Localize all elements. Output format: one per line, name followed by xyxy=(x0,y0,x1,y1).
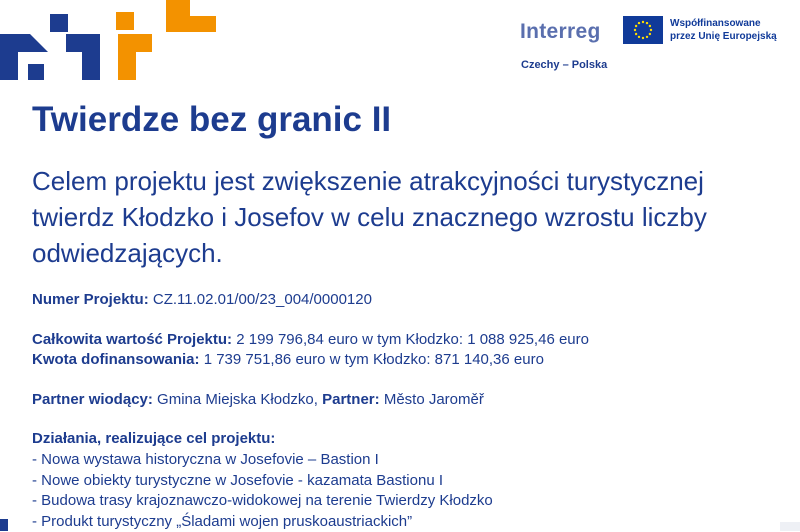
project-number-line xyxy=(32,291,372,308)
activities-list xyxy=(32,450,493,532)
funding-line xyxy=(32,351,544,368)
activities-heading: Działania, realizujące cel projektu: xyxy=(32,430,275,447)
logo-square-orange-top xyxy=(116,12,134,30)
page-title: Twierdze bez granic II xyxy=(32,100,391,140)
partners-line xyxy=(32,391,484,408)
eu-cofinancing-text xyxy=(670,17,777,43)
funding-label: Kwota dofinansowania: xyxy=(32,351,200,368)
interreg-wordmark: Interreg xyxy=(520,20,601,44)
activity-item: - Nowe obiekty turystyczne w Josefovie - kazamata Bastionu I xyxy=(32,471,493,492)
eu-cofinancing-line1: Współfinansowane xyxy=(670,17,777,30)
region-label: Czechy – Polska xyxy=(521,59,607,71)
funding-value: 1 739 751,86 euro w tym Kłodzko: 871 140,36 euro xyxy=(204,351,544,368)
program-logo-mark xyxy=(0,0,230,90)
eu-cofinancing-line2: przez Unię Europejską xyxy=(670,30,777,43)
logo-square-navy-top xyxy=(50,14,68,32)
partner-value: Město Jaroměř xyxy=(384,391,484,408)
activity-item: - Nowa wystawa historyczna w Josefovie – Bastion I xyxy=(32,450,493,471)
project-number-value: CZ.11.02.01/00/23_004/0000120 xyxy=(153,291,372,308)
activity-item: - Budowa trasy krajoznawczo-widokowej na terenie Twierdzy Kłodzko xyxy=(32,491,493,512)
corner-accent-left xyxy=(0,519,8,531)
project-goal: Celem projektu jest zwiększenie atrakcyjności turystycznej twierdz Kłodzko i Josefov w celu znacznego wzrostu liczby odwiedzających. xyxy=(32,163,782,271)
lead-partner-value: Gmina Miejska Kłodzko, xyxy=(157,391,318,408)
activity-item: - Produkt turystyczny „Śladami wojen pruskoaustriackich” xyxy=(32,512,493,532)
logo-shape-navy-mid xyxy=(66,34,100,80)
total-value-label: Całkowita wartość Projektu: xyxy=(32,331,232,348)
total-value-line xyxy=(32,331,589,348)
eu-flag-icon xyxy=(623,16,663,44)
lead-partner-label: Partner wiodący: xyxy=(32,391,153,408)
logo-shape-orange-mid xyxy=(118,34,152,80)
logo-shape-orange-right xyxy=(166,0,216,32)
partner-label: Partner: xyxy=(322,391,380,408)
corner-accent-right xyxy=(780,522,800,531)
logo-square-navy-left xyxy=(28,64,44,80)
project-number-label: Numer Projektu: xyxy=(32,291,149,308)
total-value-value: 2 199 796,84 euro w tym Kłodzko: 1 088 925,46 euro xyxy=(236,331,589,348)
